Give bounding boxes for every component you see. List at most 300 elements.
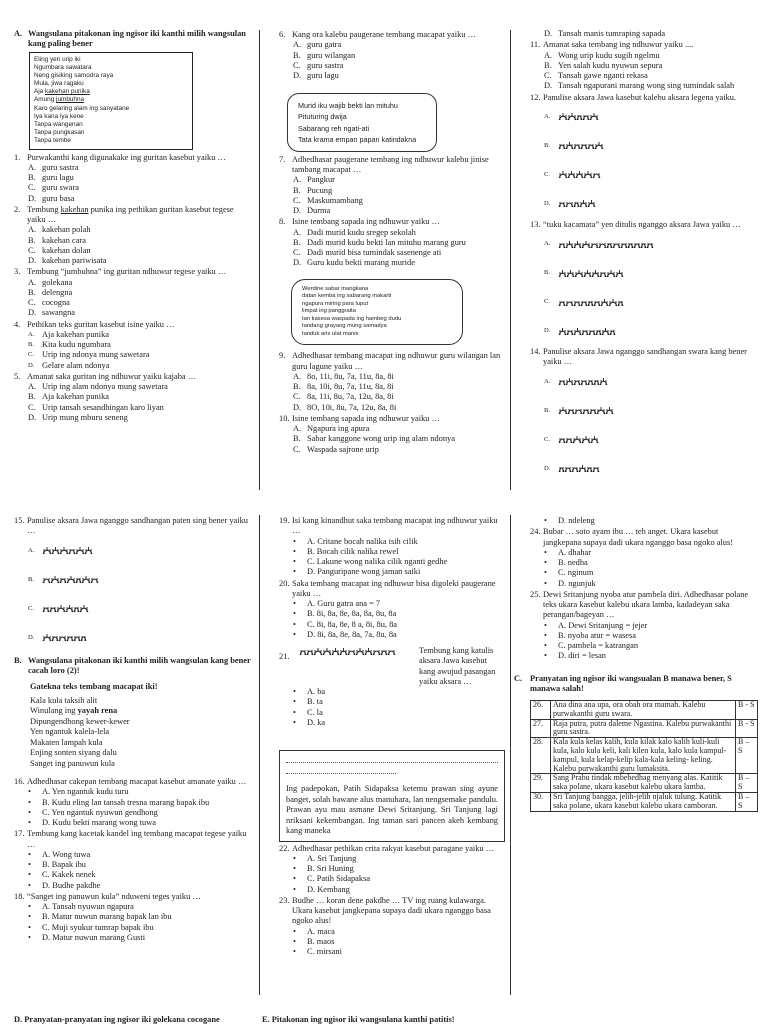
question-text: Tembung kang kacetak kandel ing tembang macapat tegese yaiku …	[27, 829, 247, 849]
option-letter: A.	[28, 382, 37, 392]
answer-option[interactable]	[279, 537, 505, 547]
bullet-icon: •	[293, 717, 296, 727]
option-text: Dadi murid kudu sregep sekolah	[307, 227, 416, 237]
option-text: A. Dewi Sritanjung = jejer	[558, 620, 648, 630]
question-21	[279, 646, 505, 728]
answer-option[interactable]	[530, 631, 758, 641]
answer-option[interactable]	[530, 651, 758, 661]
question-number: 22.	[279, 843, 290, 853]
answer-option[interactable]	[279, 620, 505, 630]
answer-option[interactable]	[530, 190, 756, 219]
option-text: guru basa	[42, 193, 75, 203]
answer-option[interactable]	[14, 850, 254, 860]
answer-option[interactable]	[279, 547, 505, 557]
poem-line: Tanpa tembe	[34, 137, 71, 145]
option-letter: B.	[293, 50, 301, 60]
answer-option[interactable]	[530, 568, 758, 578]
answer-option[interactable]	[14, 246, 254, 256]
answer-option[interactable]	[530, 621, 758, 631]
answer-option[interactable]	[279, 445, 505, 455]
answer-option[interactable]	[14, 413, 254, 423]
tembang-line: tandang grayang mung samadya	[302, 323, 387, 330]
poem-text: Enjing sonten siyang dalu	[30, 748, 117, 757]
option-text: A. ba	[307, 687, 326, 696]
option-letter: D.	[28, 633, 35, 641]
question-text: Adhedhasar cakepan tembang macapat kasebut amanate yaiku …	[27, 777, 247, 786]
javanese-script-image	[558, 326, 620, 338]
answer-option[interactable]	[14, 361, 254, 371]
option-text: Sabar kanggone wong urip ing alam ndonya	[307, 434, 455, 444]
answer-option[interactable]	[530, 579, 758, 589]
answer-option[interactable]	[14, 340, 254, 350]
underlined-word: kakehan punika	[45, 88, 90, 96]
option-text: golekana	[42, 277, 73, 287]
answer-option[interactable]	[279, 382, 505, 392]
answer-option[interactable]	[279, 51, 505, 61]
answer-option[interactable]	[530, 368, 756, 397]
option-letter: D.	[544, 464, 551, 472]
true-false-table	[530, 700, 758, 812]
bullet-icon: •	[544, 516, 547, 525]
answer-option[interactable]	[14, 798, 254, 808]
section-a-heading	[14, 29, 254, 50]
answer-option[interactable]	[530, 161, 756, 190]
option-text: guru lagu	[42, 173, 74, 183]
answer-option[interactable]	[279, 434, 505, 444]
question-text: Kang ora kalebu paugerane tembang macapat yaiku …	[292, 30, 476, 39]
javanese-script-image	[558, 376, 614, 388]
answer-option[interactable]	[14, 163, 254, 173]
question-number: 13.	[530, 219, 541, 229]
question-number: 10.	[279, 413, 290, 423]
answer-option[interactable]	[279, 874, 505, 884]
answer-option[interactable]	[279, 927, 505, 937]
answer-choice[interactable]: B – S	[736, 774, 758, 793]
answer-option[interactable]	[530, 132, 756, 161]
answer-option[interactable]	[530, 259, 756, 288]
answer-option[interactable]	[14, 350, 254, 360]
option-letter: C.	[293, 248, 301, 258]
answer-option[interactable]	[279, 864, 505, 874]
answer-option[interactable]	[279, 40, 505, 50]
bullet-icon: •	[544, 547, 547, 557]
answer-option[interactable]	[279, 630, 505, 640]
answer-option[interactable]	[14, 403, 254, 413]
javanese-script-image	[42, 574, 100, 586]
option-letter: C.	[28, 245, 36, 255]
option-text: Tansah gawe nganti rekasa	[558, 71, 648, 80]
answer-option[interactable]	[14, 902, 254, 912]
answer-option[interactable]	[530, 29, 756, 39]
option-text: C. Lakune wong nalika cilik nganti gedhe	[307, 557, 448, 566]
question-number: 11.	[530, 40, 541, 50]
bullet-icon: •	[293, 884, 296, 894]
option-letter: D.	[28, 412, 37, 422]
poem-line: Iya kana iya kene	[34, 112, 84, 120]
option-text: A. Wong tuwa	[42, 849, 91, 859]
javanese-script-image	[558, 169, 600, 181]
answer-option[interactable]	[279, 403, 505, 413]
bullet-icon: •	[544, 630, 547, 640]
answer-option[interactable]	[279, 937, 505, 947]
answer-option[interactable]	[14, 278, 254, 288]
option-text: Pangkur	[307, 175, 335, 185]
bullet-icon: •	[293, 936, 296, 946]
p2-column-1	[14, 515, 254, 943]
option-letter: C.	[544, 298, 551, 306]
answer-option[interactable]	[530, 61, 756, 71]
question-text	[27, 205, 254, 226]
question	[14, 267, 254, 277]
question-number: 25.	[530, 589, 541, 599]
table-row	[531, 701, 758, 720]
option-text: C. mirsani	[307, 947, 342, 956]
answer-choice[interactable]: B - S	[736, 701, 758, 720]
statement-cell: Sri Tanjung bangga, jelih-jelih njaluk tulung. Katitik saka polane, ukara kasebut kalebu ukara camboran.	[551, 792, 736, 811]
option-text: Tansah ngapurani marang wong sing tumindak salah	[558, 81, 735, 91]
question-number: 2.	[14, 204, 21, 214]
option-letter: A.	[293, 424, 302, 434]
section-title: Wangsulana pitakonan ing ngisor iki kanthi milih wangsulan kang paling bener	[28, 29, 246, 49]
answer-option[interactable]	[279, 854, 505, 864]
question-list	[530, 29, 756, 484]
question-number: 6.	[279, 30, 286, 39]
bullet-icon: •	[28, 849, 31, 859]
dotted-line	[286, 755, 498, 763]
question-number: 23.	[279, 895, 290, 905]
question	[530, 590, 758, 621]
question-text: “Sanget ing panuwun kula” nduweni teges yaiku …	[27, 891, 201, 901]
answer-option[interactable]	[279, 947, 505, 957]
answer-option[interactable]	[14, 256, 254, 266]
option-text: C. Yen ngantuk nyuwun gendhong	[42, 807, 158, 817]
option-text: D. ngunjuk	[558, 578, 596, 588]
question	[279, 414, 505, 424]
answer-option[interactable]	[279, 424, 505, 434]
answer-option[interactable]	[530, 81, 756, 91]
answer-option[interactable]	[530, 558, 758, 568]
column-divider	[510, 30, 511, 490]
answer-option[interactable]	[14, 298, 254, 308]
option-text: Urip mung mburu seneng	[42, 412, 128, 422]
question-text: “tuku kacamata” yen ditulis nganggo aksara Jawa yaiku …	[543, 219, 741, 229]
poem-line: Eling yen urip iki	[34, 55, 81, 63]
answer-option[interactable]	[14, 881, 254, 891]
answer-option[interactable]	[279, 708, 505, 718]
answer-option[interactable]	[279, 228, 505, 238]
answer-option[interactable]	[14, 183, 254, 193]
question-number: 4.	[14, 319, 21, 329]
bullet-icon: •	[28, 902, 31, 911]
answer-option[interactable]	[279, 697, 505, 707]
option-text: B. 8i, 8a, 8e, 8a, 8a, 8u, 8a	[307, 609, 397, 619]
answer-option[interactable]	[279, 885, 505, 895]
option-letter: A.	[28, 330, 35, 338]
bullet-icon: •	[28, 932, 31, 942]
option-letter: D.	[293, 71, 302, 80]
option-letter: B.	[28, 575, 35, 583]
question	[279, 351, 505, 372]
poem-line	[30, 738, 254, 749]
answer-option[interactable]	[279, 718, 505, 728]
answer-option[interactable]	[14, 537, 254, 566]
bullet-icon: •	[293, 926, 296, 936]
answer-option[interactable]	[14, 912, 254, 922]
answer-choice[interactable]: B – S	[736, 738, 758, 774]
row-number: 26.	[531, 701, 551, 720]
option-text: D. diri = lesan	[558, 651, 606, 661]
bullet-icon: •	[293, 697, 296, 707]
option-text: A. Tansah nyuwun ngapura	[42, 902, 134, 911]
answer-option[interactable]	[279, 186, 505, 196]
option-letter: C.	[293, 60, 301, 70]
option-text: Wong urip kudu sugih ngelmu	[558, 50, 660, 60]
option-text: B. Sri Huning	[307, 864, 354, 873]
bullet-icon: •	[28, 807, 31, 817]
underlined-word: jumbuhna	[56, 96, 85, 104]
question-number: 1.	[14, 152, 21, 162]
question	[530, 40, 756, 50]
option-letter: A.	[293, 371, 302, 381]
question-list	[14, 777, 254, 943]
question-list	[530, 516, 758, 662]
poem-line: Ngumbara sawatara	[34, 63, 92, 71]
section-letter: C.	[514, 673, 523, 683]
option-text: A. Guru gatra ana = 7	[307, 599, 381, 608]
answer-option[interactable]	[279, 567, 505, 577]
option-text: A. Yen ngantuk kudu turu	[42, 787, 129, 797]
row-number: 29.	[531, 774, 551, 793]
bullet-icon: •	[293, 629, 296, 639]
answer-option[interactable]	[279, 557, 505, 567]
column-divider	[259, 30, 260, 490]
story-text: Ing padepokan, Patih Sidapaksa ketemu prawan sing ayune banget, solah bawane alus manuhara, lan nengsemake pandulu. Prawan ayu mau asmane Dewi Sritanjung. Sri Tanjung lagi nriksani kekembangan. Ing taman sari pancen akeh kembang kang maneka	[286, 784, 498, 835]
answer-option[interactable]	[14, 308, 254, 318]
answer-option[interactable]	[14, 595, 254, 624]
answer-option[interactable]	[14, 566, 254, 595]
answer-option[interactable]	[530, 548, 758, 558]
underlined-word: kakehan	[60, 204, 89, 214]
option-letter: B.	[544, 269, 551, 277]
poem-line: Tanpa wangenan	[34, 121, 83, 128]
option-letter: A.	[293, 175, 302, 185]
poem-text: Winulang ing	[30, 706, 78, 715]
poem-box	[29, 52, 193, 150]
question	[14, 153, 254, 163]
option-text: C. pambela = katrangan	[558, 641, 639, 650]
story-box-wrap	[279, 750, 505, 842]
question-number: 17.	[14, 829, 25, 839]
answer-option[interactable]	[530, 230, 756, 259]
answer-option[interactable]	[14, 392, 254, 402]
answer-option[interactable]	[14, 860, 254, 870]
answer-choice[interactable]: B – S	[736, 792, 758, 811]
p1-column-2	[279, 29, 505, 455]
answer-option[interactable]	[14, 624, 254, 653]
option-letter: A.	[293, 40, 302, 50]
answer-option[interactable]	[14, 288, 254, 298]
option-text: A. dhahar	[558, 547, 592, 557]
answer-option[interactable]	[530, 317, 756, 346]
bullet-icon: •	[544, 651, 547, 661]
answer-option[interactable]	[14, 382, 254, 392]
bullet-icon: •	[544, 578, 547, 588]
answer-option[interactable]	[279, 609, 505, 619]
option-text: Urip tansah sesandhingan karo liyan	[42, 402, 164, 412]
tembang-line: datan kemba ing sabarang makarti	[302, 293, 392, 300]
option-letter: B.	[28, 392, 36, 402]
answer-option[interactable]	[14, 330, 254, 340]
answer-option[interactable]	[14, 923, 254, 933]
option-letter: C.	[28, 604, 35, 612]
option-text: B. Bapak ibu	[42, 860, 86, 869]
question-number: 16.	[14, 777, 25, 786]
answer-option[interactable]	[14, 870, 254, 880]
option-text: kakehan pariwisata	[42, 256, 107, 266]
question	[530, 347, 756, 368]
answer-option[interactable]	[279, 71, 505, 81]
option-letter: B.	[28, 235, 36, 245]
question-number: 14.	[530, 347, 541, 356]
question	[279, 646, 505, 687]
question-text: Tembung kang katulis aksara Jawa kasebut kang awujud pasangan yaiku aksara …	[419, 646, 496, 686]
answer-option[interactable]	[279, 61, 505, 71]
bullet-icon: •	[544, 620, 547, 630]
answer-option[interactable]	[279, 599, 505, 609]
question-text: Isi kang kinandhut saka tembang macapat ing ndhuwur yaiku …	[292, 516, 498, 536]
answer-option[interactable]	[530, 103, 756, 132]
option-text: guru wilangan	[307, 50, 356, 60]
statement-cell: Kala kula kelas kalih, kula kilak kalo kalih kuli-kuli kula, kalo kula keli, kali kilen kula, kalo kula kampul-kampul, kula kelap-kelip kala-kala keling- keling. Kalebu purwakanthi guru lumaksita.	[551, 738, 736, 774]
answer-option[interactable]	[530, 288, 756, 317]
answer-option[interactable]	[530, 455, 756, 484]
javanese-script-image	[558, 239, 658, 251]
answer-option[interactable]	[279, 175, 505, 185]
option-text: Pucung	[307, 185, 333, 195]
question	[279, 217, 505, 227]
answer-option[interactable]	[14, 236, 254, 246]
question-number: 20.	[279, 578, 290, 588]
option-text: D. Kudu bekti marang wong tuwa	[42, 818, 156, 827]
poem-text: Aja	[34, 88, 46, 96]
option-letter: A.	[28, 162, 37, 172]
answer-option[interactable]	[279, 206, 505, 216]
row-number: 30.	[531, 792, 551, 811]
question-list	[14, 153, 254, 424]
poem-line	[30, 727, 254, 738]
question	[530, 527, 758, 548]
option-letter: C.	[544, 71, 552, 80]
answer-option[interactable]	[279, 687, 505, 697]
option-text: C. 8i, 8a, 8e, 8 a, 8i, 8u, 8a	[307, 619, 398, 629]
tembang-macapat	[14, 682, 254, 769]
answer-option[interactable]	[279, 238, 505, 248]
question-text: Adhedhasar pethikan crita rakyat kasebut paragane yaiku …	[292, 843, 495, 853]
option-letter: B.	[293, 434, 301, 444]
option-letter: A.	[28, 546, 35, 554]
tembang-box	[287, 93, 437, 152]
option-text: B. ta	[307, 697, 323, 707]
section-title: Pranyatan ing ngisor iki wangsualan B manawa bener, S manawa salah!	[530, 673, 732, 693]
answer-option[interactable]	[14, 818, 254, 828]
bullet-icon: •	[293, 853, 296, 863]
question-text: Purwakanthi kang digunakake ing guritan kasebut yaiku …	[27, 152, 226, 162]
bullet-icon: •	[544, 641, 547, 650]
answer-option[interactable]	[279, 196, 505, 206]
poem-line: Mula, jiwa ragaku	[34, 80, 84, 88]
option-text: kakehan dolan	[42, 245, 91, 255]
option-text: Dadi murid kudu bekti lan mituhu marang guru	[307, 237, 466, 247]
dotted-line	[286, 766, 396, 774]
poem-line	[30, 717, 254, 728]
bullet-icon: •	[28, 787, 31, 797]
option-text: B. Kudu eling lan tansah tresna marang bapak ibu	[42, 797, 210, 807]
bullet-icon: •	[28, 912, 31, 922]
answer-option[interactable]	[14, 173, 254, 183]
poem-line	[34, 96, 188, 104]
question-text: Panulise aksara Jawa nganggo sandhangan swara kang bener yaiku …	[543, 347, 747, 367]
answer-option[interactable]	[14, 808, 254, 818]
answer-choice[interactable]: B - S	[736, 719, 758, 738]
answer-option[interactable]	[279, 258, 505, 268]
option-text: guru swara	[42, 183, 79, 193]
section-letter: B.	[14, 655, 22, 665]
answer-option[interactable]	[530, 51, 756, 61]
answer-option[interactable]	[14, 933, 254, 943]
bullet-icon: •	[293, 874, 296, 884]
answer-option[interactable]	[530, 641, 758, 651]
question	[14, 205, 254, 226]
option-letter: D.	[293, 258, 302, 268]
question-number: 8.	[279, 217, 286, 227]
answer-option[interactable]	[14, 225, 254, 235]
question-number: 5.	[14, 371, 21, 381]
poem-text: Amung	[34, 96, 57, 104]
bullet-icon: •	[293, 609, 296, 619]
question-text: Budhe … koran dene pakdhe … TV ing ruang kulawarga. Ukara kasebut jangkepana supaya dadi ukara nganggo basa ngoko alus!	[292, 895, 491, 926]
answer-option[interactable]	[530, 516, 758, 526]
bullet-icon: •	[293, 567, 296, 577]
answer-option[interactable]	[14, 194, 254, 204]
option-letter: B.	[28, 173, 36, 183]
answer-option[interactable]	[279, 392, 505, 402]
option-text: D. 8i, 8a, 8e, 8a, 7a, 8u, 8a	[307, 629, 397, 639]
answer-option[interactable]	[279, 248, 505, 258]
javanese-script-image	[42, 545, 94, 557]
option-text: D. ndeleng	[558, 516, 595, 525]
option-letter: D.	[544, 327, 551, 335]
answer-option[interactable]	[14, 787, 254, 797]
question-text: Panulise aksara Jawa kasebut kalebu aksara legena yaiku.	[543, 92, 737, 102]
row-number: 28.	[531, 738, 551, 774]
question-text: Tembung “jumbuhna” ing guritan ndhuwur tegese yaiku …	[27, 267, 227, 277]
poem-line: Karo gelaring alam ing sanyatane	[34, 104, 130, 112]
p2-column-2	[279, 515, 505, 957]
poem-text: Makaten lampah kula	[30, 737, 103, 747]
answer-option[interactable]	[530, 397, 756, 426]
bullet-icon: •	[28, 818, 31, 827]
question-number: 24.	[530, 527, 541, 537]
answer-option[interactable]	[279, 372, 505, 382]
column-divider	[510, 515, 511, 995]
option-text: B. maos	[307, 936, 335, 946]
answer-option[interactable]	[530, 71, 756, 81]
option-text: C. la	[307, 707, 323, 717]
answer-option[interactable]	[530, 426, 756, 455]
option-text: 8a, 11i, 8u, 7a, 12u, 8a, 8i	[307, 392, 394, 402]
bullet-icon: •	[28, 880, 31, 890]
option-letter: B.	[28, 341, 35, 349]
